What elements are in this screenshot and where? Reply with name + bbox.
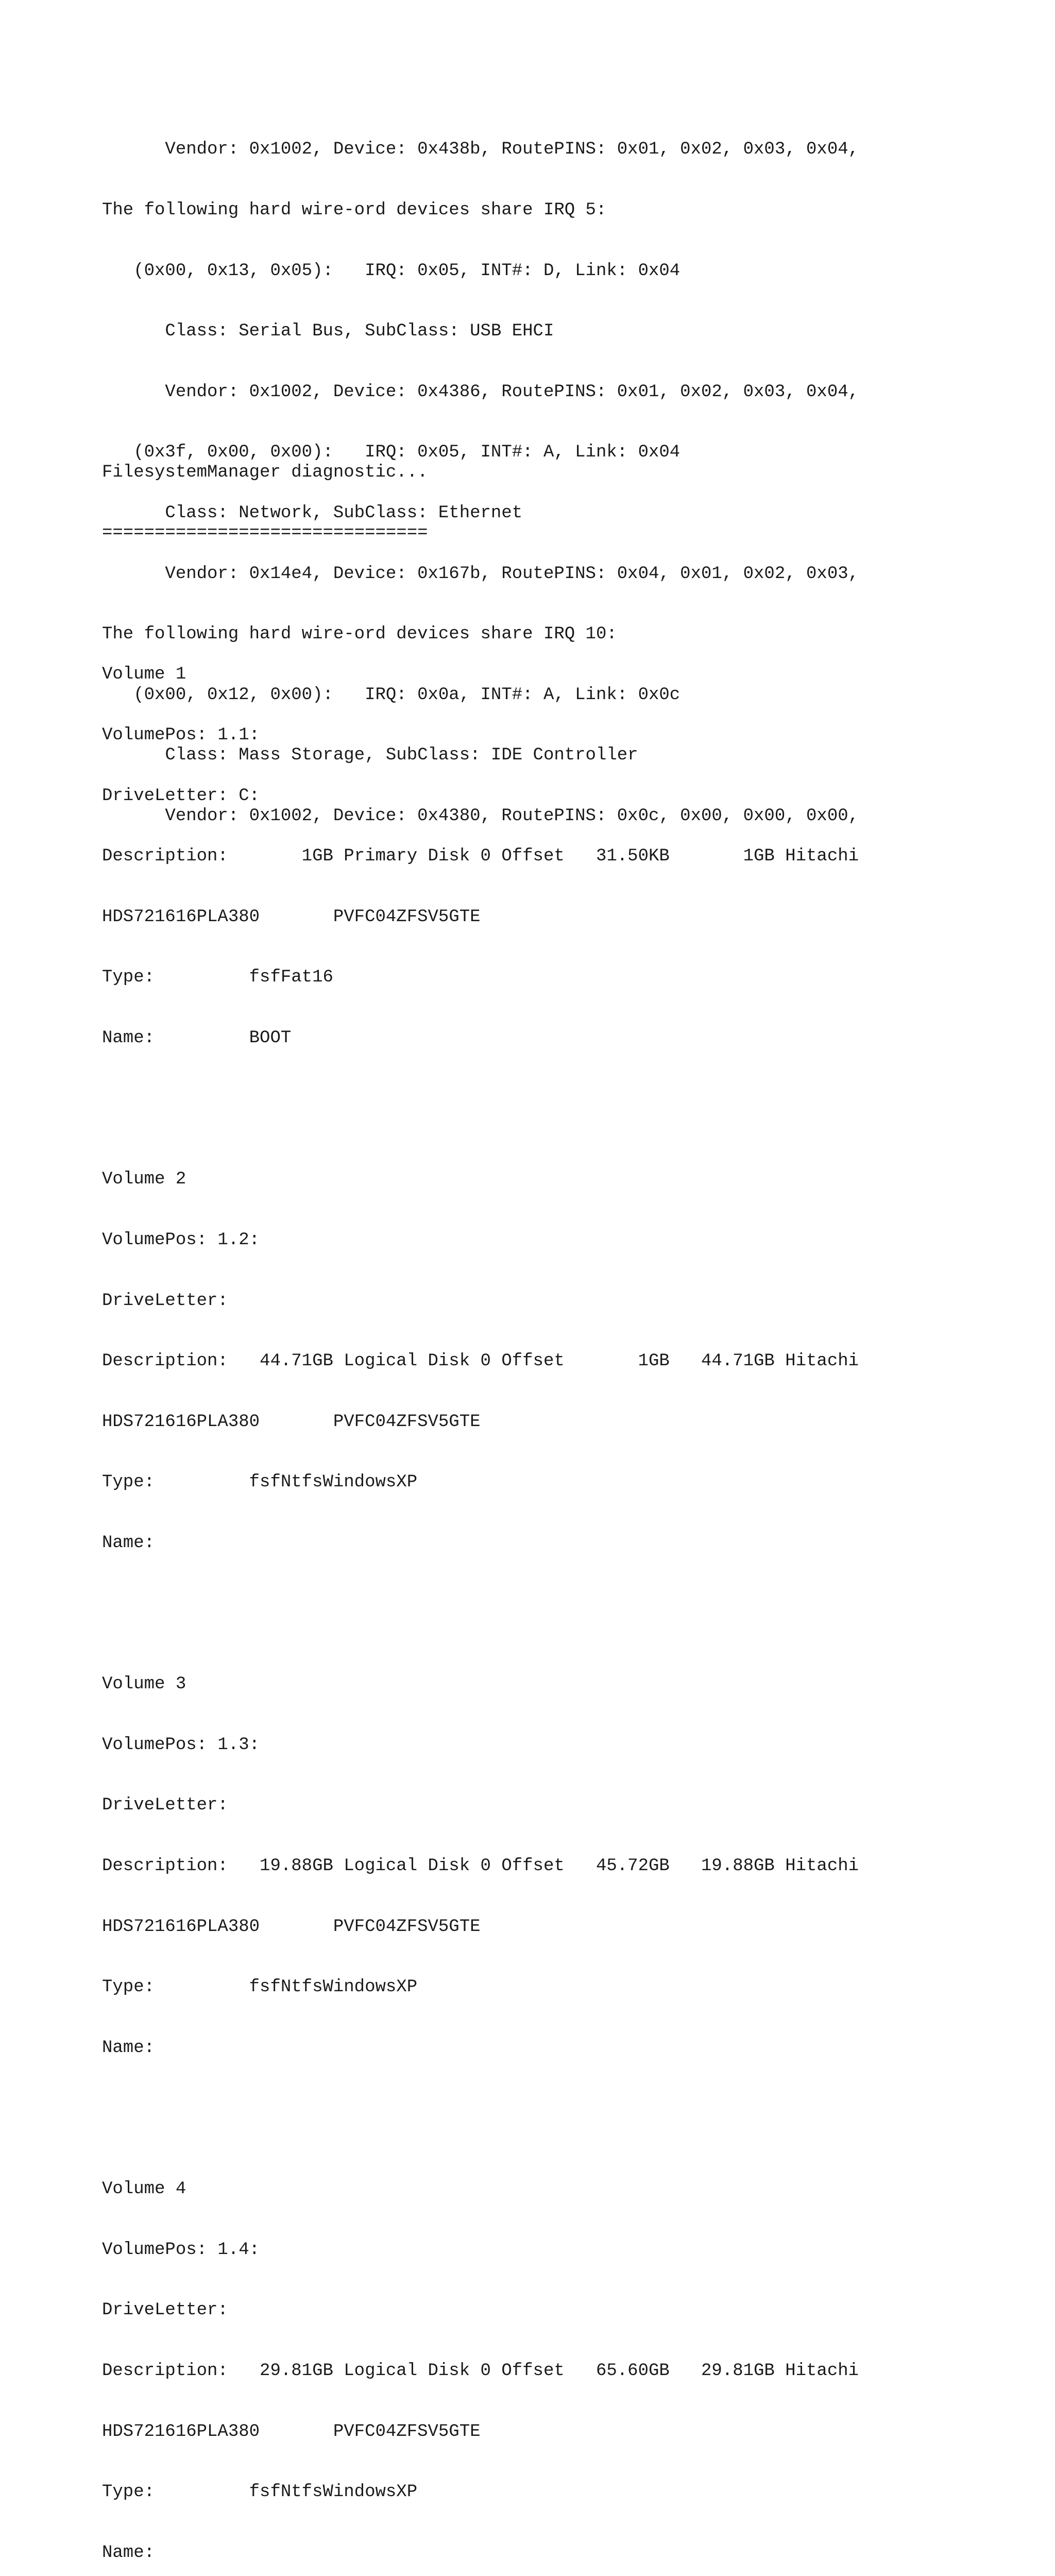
pci-line: Class: Mass Storage, SubClass: IDE Controller — [102, 745, 638, 766]
drive-letter: DriveLetter: — [102, 1291, 228, 1311]
volume-description: Description: 44.71GB Logical Disk 0 Offset 1GB 44.71GB Hitachi — [102, 1351, 859, 1371]
pci-line: (0x00, 0x13, 0x05): IRQ: 0x05, INT#: D, Link: 0x04 — [102, 261, 680, 281]
disk-model: HDS721616PLA380 PVFC04ZFSV5GTE — [102, 907, 481, 927]
volume-name: Name: — [102, 2038, 155, 2058]
drive-letter: DriveLetter: C: — [102, 786, 260, 806]
volume-description: Description: 19.88GB Logical Disk 0 Offset 45.72GB 19.88GB Hitachi — [102, 1856, 859, 1876]
volume-name: Name: BOOT — [102, 1028, 292, 1048]
volume-title: Volume 4 — [102, 2179, 186, 2199]
blank-line — [102, 1594, 859, 1614]
drive-letter: DriveLetter: — [102, 1795, 228, 1816]
volume-pos: VolumePos: 1.4: — [102, 2240, 260, 2260]
drive-letter: DriveLetter: — [102, 2300, 228, 2320]
volume-title: Volume 2 — [102, 1170, 186, 1190]
heading-underline: =============================== — [102, 523, 428, 543]
pci-line: The following hard wire-ord devices share IRQ 10: — [102, 624, 617, 645]
volume-pos: VolumePos: 1.1: — [102, 725, 260, 745]
volume-name: Name: — [102, 1533, 155, 1553]
volume-type: Type: fsfFat16 — [102, 968, 333, 988]
pci-line: (0x00, 0x12, 0x00): IRQ: 0x0a, INT#: A, Link: 0x0c — [102, 685, 680, 705]
volume-pos: VolumePos: 1.2: — [102, 1230, 260, 1250]
pci-line: Vendor: 0x1002, Device: 0x4386, RoutePINS: 0x01, 0x02, 0x03, 0x04, — [102, 382, 859, 402]
pci-line: The following hard wire-ord devices share IRQ 5: — [102, 200, 607, 220]
pci-line: Class: Network, SubClass: Ethernet — [102, 503, 523, 523]
volume-pos: VolumePos: 1.3: — [102, 1735, 260, 1755]
pci-line: Vendor: 0x14e4, Device: 0x167b, RoutePINS: 0x04, 0x01, 0x02, 0x03, — [102, 564, 859, 584]
volume-description: Description: 29.81GB Logical Disk 0 Offset 65.60GB 29.81GB Hitachi — [102, 2361, 859, 2381]
pci-line: Class: Serial Bus, SubClass: USB EHCI — [102, 321, 554, 342]
volume-name: Name: — [102, 2543, 155, 2563]
volume-type: Type: fsfNtfsWindowsXP — [102, 2482, 418, 2502]
blank-line — [102, 584, 859, 604]
volume-type: Type: fsfNtfsWindowsXP — [102, 1472, 418, 1493]
section-heading: FilesystemManager diagnostic... — [102, 463, 428, 483]
disk-model: HDS721616PLA380 PVFC04ZFSV5GTE — [102, 2421, 481, 2442]
disk-model: HDS721616PLA380 PVFC04ZFSV5GTE — [102, 1412, 481, 1432]
blank-line — [102, 2098, 859, 2119]
disk-model: HDS721616PLA380 PVFC04ZFSV5GTE — [102, 1917, 481, 1937]
volume-title: Volume 3 — [102, 1674, 186, 1694]
volume-type: Type: fsfNtfsWindowsXP — [102, 1977, 418, 1997]
volume-description: Description: 1GB Primary Disk 0 Offset 31.50KB 1GB Hitachi — [102, 846, 859, 867]
filesystem-diagnostic-listing — [102, 422, 859, 2576]
blank-line — [102, 1089, 859, 1109]
pci-line: Vendor: 0x1002, Device: 0x438b, RoutePINS: 0x01, 0x02, 0x03, 0x04, — [102, 140, 859, 160]
volume-title: Volume 1 — [102, 665, 186, 685]
pci-line: (0x3f, 0x00, 0x00): IRQ: 0x05, INT#: A, Link: 0x04 — [102, 443, 680, 463]
pci-line: Vendor: 0x1002, Device: 0x4380, RoutePINS: 0x0c, 0x00, 0x00, 0x00, — [102, 806, 859, 826]
